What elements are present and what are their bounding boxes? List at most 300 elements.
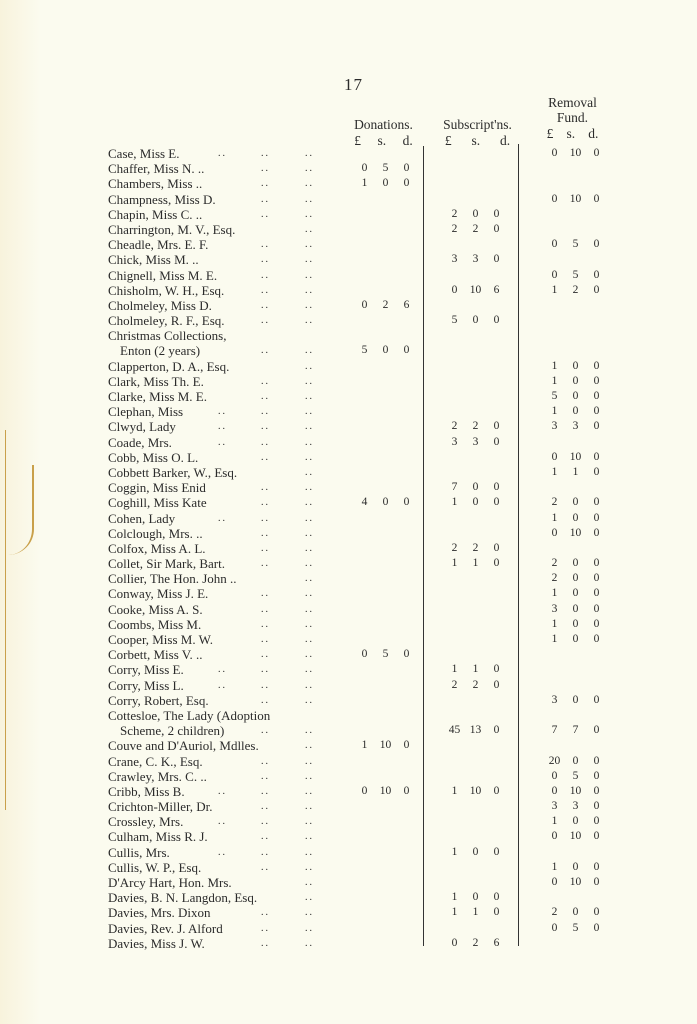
list-item <box>108 268 648 283</box>
list-item <box>108 328 648 343</box>
list-item <box>108 495 648 510</box>
subscriptions-amount <box>444 435 507 450</box>
leader-dots: .. <box>305 208 314 220</box>
leader-dots: .. <box>261 299 270 311</box>
list-item <box>108 222 648 237</box>
removal-fund-amount <box>544 404 607 419</box>
list-item <box>108 860 648 875</box>
pounds-value: 0 <box>551 769 558 782</box>
leader-dots: .. <box>218 406 227 418</box>
pounds-value: 1 <box>451 784 458 797</box>
leader-dots: .. <box>305 482 314 494</box>
pounds-value: 1 <box>361 177 368 190</box>
leader-dots: .. <box>218 512 227 524</box>
subscriber-name: Cohen, Lady <box>108 510 176 526</box>
pounds-value: 0 <box>551 238 558 251</box>
leader-dots: .. <box>218 664 227 676</box>
pence-value: 0 <box>493 314 500 327</box>
shillings-value: 0 <box>382 177 389 190</box>
shillings-value: 10 <box>469 784 482 797</box>
shillings-value: 10 <box>569 876 582 888</box>
list-item <box>108 389 648 404</box>
shillings-value: 2 <box>472 541 479 554</box>
leader-dots: .. <box>261 375 270 387</box>
leader-dots: .. <box>261 254 270 266</box>
leader-dots: .. <box>305 831 314 843</box>
leader-dots: .. <box>261 755 270 767</box>
subscriber-name: Cholmeley, Miss D. <box>108 297 212 313</box>
pence-value: 0 <box>493 906 500 919</box>
subscriber-name: Cribb, Miss B. <box>108 783 185 799</box>
donations-amount <box>354 495 417 510</box>
shillings-value: 1 <box>472 557 479 570</box>
subscriber-name: Corry, Miss L. <box>108 677 184 693</box>
subscriber-name: Cooke, Miss A. S. <box>108 601 203 617</box>
pence-value: 0 <box>593 238 600 251</box>
list-item <box>108 313 648 328</box>
pounds-value: 3 <box>551 693 558 706</box>
pence-value: 0 <box>493 222 500 235</box>
shillings-value: 1 <box>472 906 479 919</box>
pence-value: 0 <box>493 724 500 737</box>
pounds-value: 1 <box>361 739 368 752</box>
leader-dots: .. <box>305 877 314 888</box>
shillings-value: 3 <box>572 800 579 813</box>
leader-dots: .. <box>261 345 270 357</box>
pence-unit: d. <box>402 133 413 148</box>
list-item <box>108 526 648 541</box>
shillings-value: 10 <box>569 192 582 205</box>
leader-dots: .. <box>305 542 314 554</box>
pounds-value: 1 <box>451 891 458 904</box>
list-item <box>108 829 648 844</box>
pounds-value: 2 <box>551 572 558 585</box>
subscriber-name: Crane, C. K., Esq. <box>108 753 203 769</box>
shillings-value: 0 <box>572 693 579 706</box>
list-item <box>108 450 648 465</box>
list-item <box>108 754 648 769</box>
column-title: Subscript'ns. <box>443 117 512 132</box>
subscriber-name: Enton (2 years) <box>120 343 201 359</box>
pounds-value: 1 <box>551 815 558 828</box>
subscriber-name: Cottesloe, The Lady (Adoption <box>108 707 271 723</box>
pounds-value: 5 <box>361 344 368 357</box>
pence-value: 0 <box>593 268 600 281</box>
list-item <box>108 678 648 693</box>
subscriber-name: Culham, Miss R. J. <box>108 829 208 845</box>
shillings-value: 5 <box>572 238 579 251</box>
leader-dots: .. <box>305 755 314 767</box>
pounds-value: 3 <box>551 602 558 615</box>
donations-amount <box>354 161 417 176</box>
removal-fund-amount <box>544 921 607 936</box>
subscriber-name: Coade, Mrs. <box>108 434 172 450</box>
removal-fund-amount <box>544 754 607 769</box>
subscriber-name: Cobb, Miss O. L. <box>108 449 199 465</box>
pounds-value: 0 <box>451 283 458 296</box>
list-item <box>108 146 648 161</box>
pence-value: 0 <box>493 891 500 904</box>
subscriber-name: Clapperton, D. A., Esq. <box>108 358 230 374</box>
leader-dots: .. <box>305 299 314 311</box>
pence-value: 0 <box>593 359 600 372</box>
subscriber-name: Charrington, M. V., Esq. <box>108 221 236 237</box>
shillings-value: 0 <box>472 314 479 327</box>
pence-unit: d. <box>499 133 511 148</box>
pence-value: 0 <box>593 557 600 570</box>
pence-value: 0 <box>593 147 600 159</box>
pence-value: 0 <box>593 617 600 630</box>
pounds-value: 0 <box>551 147 558 159</box>
pence-value: 0 <box>493 845 500 858</box>
leader-dots: .. <box>305 436 314 448</box>
shillings-value: 0 <box>572 557 579 570</box>
shillings-value: 2 <box>472 678 479 691</box>
removal-fund-amount <box>544 571 607 586</box>
column-title-line2: Fund. <box>556 110 589 125</box>
pounds-value: 1 <box>551 511 558 524</box>
pence-value: 0 <box>493 207 500 220</box>
subscriber-name: Colfox, Miss A. L. <box>108 540 206 556</box>
removal-fund-amount <box>544 283 607 298</box>
shillings-value: 10 <box>379 739 392 752</box>
leader-dots: .. <box>261 451 270 463</box>
subscriber-name: Champness, Miss D. <box>108 191 216 207</box>
shillings-value: 0 <box>572 602 579 615</box>
pence-value: 0 <box>593 587 600 600</box>
removal-fund-amount <box>544 374 607 389</box>
removal-fund-amount <box>544 146 607 161</box>
leader-dots: .. <box>261 618 270 630</box>
removal-fund-amount <box>544 359 607 374</box>
pence-value: 0 <box>403 177 410 190</box>
pounds-value: 0 <box>361 648 368 661</box>
shillings-value: 1 <box>572 465 579 478</box>
removal-fund-amount <box>544 511 607 526</box>
shillings-value: 0 <box>572 587 579 600</box>
list-item <box>108 571 648 586</box>
shilling-unit: s. <box>566 126 576 141</box>
pence-value: 0 <box>403 739 410 752</box>
removal-fund-amount <box>544 723 607 738</box>
leader-dots: .. <box>305 740 314 752</box>
leader-dots: .. <box>305 223 314 235</box>
shillings-value: 0 <box>572 511 579 524</box>
pounds-value: 1 <box>551 465 558 478</box>
leader-dots: .. <box>305 178 314 190</box>
leader-dots: .. <box>305 406 314 418</box>
shillings-value: 5 <box>382 648 389 661</box>
removal-fund-amount <box>544 814 607 829</box>
page-number: 17 <box>344 75 363 94</box>
leader-dots: .. <box>261 770 270 782</box>
pounds-value: 1 <box>551 587 558 600</box>
shillings-value: 2 <box>382 298 389 311</box>
shilling-unit: s. <box>471 133 481 148</box>
removal-fund-amount <box>544 860 607 875</box>
removal-fund-amount <box>544 268 607 283</box>
pence-value: 0 <box>403 648 410 661</box>
subscriptions-amount <box>444 905 507 920</box>
subscriber-name: Conway, Miss J. E. <box>108 586 209 602</box>
donations-amount <box>354 784 417 799</box>
subscriber-name: Chambers, Miss .. <box>108 176 203 192</box>
leader-dots: .. <box>305 466 314 478</box>
shillings-value: 10 <box>569 830 582 843</box>
pounds-value: 2 <box>551 496 558 509</box>
pence-value: 0 <box>593 724 600 737</box>
leader-dots: .. <box>261 816 270 828</box>
shillings-value: 2 <box>572 283 579 296</box>
removal-fund-amount <box>544 556 607 571</box>
leader-dots: .. <box>218 148 227 159</box>
subscriber-name: Scheme, 2 children) <box>120 723 225 739</box>
leader-dots: .. <box>305 618 314 630</box>
subscriber-name: Davies, Mrs. Dixon <box>108 905 211 921</box>
subscriber-list <box>108 146 648 951</box>
pence-value: 0 <box>403 784 410 797</box>
shillings-value: 7 <box>572 724 579 737</box>
shillings-value: 3 <box>472 253 479 266</box>
leader-dots: .. <box>261 846 270 858</box>
pounds-value: 1 <box>551 860 558 873</box>
pounds-value: 0 <box>551 784 558 797</box>
pence-value: 0 <box>593 496 600 509</box>
column-title-line1: Removal <box>548 95 597 110</box>
pence-value: 0 <box>593 860 600 873</box>
subscriber-name: Coombs, Miss M. <box>108 616 202 632</box>
leader-dots: .. <box>261 907 270 919</box>
leader-dots: .. <box>305 269 314 281</box>
subscriptions-amount <box>444 784 507 799</box>
shillings-value: 0 <box>572 633 579 645</box>
shillings-value: 10 <box>379 784 392 797</box>
leader-dots: .. <box>305 725 314 737</box>
pounds-value: 1 <box>551 283 558 296</box>
removal-fund-amount <box>544 450 607 465</box>
pounds-value: 1 <box>551 617 558 630</box>
leader-dots: .. <box>261 148 270 159</box>
shillings-value: 2 <box>472 222 479 235</box>
subscriber-name: Corry, Robert, Esq. <box>108 692 209 708</box>
subscriptions-amount <box>444 480 507 495</box>
leader-dots: .. <box>261 922 270 934</box>
pounds-value: 45 <box>448 724 461 737</box>
pounds-value: 2 <box>451 420 458 433</box>
subscriber-name: Corry, Miss E. <box>108 662 184 678</box>
pounds-value: 2 <box>451 222 458 235</box>
donations-amount <box>354 298 417 313</box>
leader-dots: .. <box>305 497 314 509</box>
leader-dots: .. <box>261 785 270 797</box>
list-item <box>108 419 648 434</box>
shillings-value: 2 <box>472 420 479 433</box>
pounds-value: 1 <box>551 359 558 372</box>
leader-dots: .. <box>261 558 270 570</box>
leader-dots: .. <box>305 512 314 524</box>
leader-dots: .. <box>305 391 314 402</box>
removal-fund-amount <box>544 799 607 814</box>
pence-value: 0 <box>593 830 600 843</box>
list-item <box>108 192 648 207</box>
leader-dots: .. <box>305 664 314 676</box>
leader-dots: .. <box>305 861 314 873</box>
pence-value: 0 <box>593 754 600 767</box>
shillings-value: 10 <box>569 147 582 159</box>
leader-dots: .. <box>261 193 270 205</box>
leader-dots: .. <box>305 345 314 357</box>
pence-value: 0 <box>493 253 500 266</box>
leader-dots: .. <box>305 527 314 539</box>
list-item <box>108 708 648 723</box>
list-item <box>108 237 648 252</box>
list-item <box>108 602 648 617</box>
removal-fund-amount <box>544 465 607 480</box>
subscriber-name: Collet, Sir Mark, Bart. <box>108 556 225 572</box>
removal-fund-amount <box>544 829 607 844</box>
shillings-value: 0 <box>382 496 389 509</box>
donations-amount <box>354 343 417 358</box>
leader-dots: .. <box>261 163 270 175</box>
pence-value: 0 <box>593 784 600 797</box>
list-item <box>108 814 648 829</box>
shillings-value: 0 <box>572 390 579 402</box>
donations-amount <box>354 738 417 753</box>
subscriptions-amount <box>444 313 507 328</box>
removal-fund-amount <box>544 602 607 617</box>
shillings-value: 0 <box>572 359 579 372</box>
leader-dots: .. <box>305 558 314 570</box>
list-item <box>108 845 648 860</box>
removal-fund-amount <box>544 617 607 632</box>
pounds-value: 1 <box>551 633 558 645</box>
leader-dots: .. <box>261 634 270 645</box>
subscriptions-amount <box>444 845 507 860</box>
subscriber-name: Case, Miss E. <box>108 146 180 161</box>
subscriber-name: Crichton-Miller, Dr. <box>108 799 213 815</box>
list-item <box>108 921 648 936</box>
pence-value: 6 <box>493 936 500 949</box>
pence-value: 0 <box>593 769 600 782</box>
list-item <box>108 480 648 495</box>
leader-dots: .. <box>305 679 314 691</box>
pence-value: 0 <box>593 192 600 205</box>
pence-value: 0 <box>593 405 600 418</box>
leader-dots: .. <box>261 588 270 600</box>
shillings-value: 10 <box>569 450 582 463</box>
subscriber-name: D'Arcy Hart, Hon. Mrs. <box>108 875 232 890</box>
leader-dots: .. <box>305 603 314 615</box>
binding-thread <box>8 465 34 555</box>
list-item <box>108 586 648 601</box>
subscriptions-amount <box>444 207 507 222</box>
leader-dots: .. <box>261 406 270 418</box>
shillings-value: 10 <box>569 784 582 797</box>
shillings-value: 0 <box>572 617 579 630</box>
leader-dots: .. <box>305 785 314 797</box>
leader-dots: .. <box>261 694 270 706</box>
leader-dots: .. <box>261 649 270 661</box>
subscriptions-amount <box>444 252 507 267</box>
leader-dots: .. <box>261 831 270 843</box>
removal-fund-amount <box>544 769 607 784</box>
shillings-value: 10 <box>569 526 582 539</box>
leader-dots: .. <box>218 816 227 828</box>
list-item <box>108 723 648 738</box>
pence-value: 0 <box>593 633 600 645</box>
leader-dots: .. <box>261 208 270 220</box>
leader-dots: .. <box>305 254 314 266</box>
list-item <box>108 875 648 890</box>
leader-dots: .. <box>305 846 314 858</box>
shillings-value: 5 <box>572 769 579 782</box>
leader-dots: .. <box>261 527 270 539</box>
pounds-value: 4 <box>361 496 368 509</box>
subscriber-name: Chapin, Miss C. .. <box>108 206 203 222</box>
leader-dots: .. <box>305 907 314 919</box>
pence-value: 0 <box>593 800 600 813</box>
pounds-value: 1 <box>451 906 458 919</box>
pence-value: 0 <box>403 344 410 357</box>
pence-value: 0 <box>593 876 600 888</box>
list-item <box>108 693 648 708</box>
subscriber-name: Coggin, Miss Enid <box>108 480 206 496</box>
shillings-value: 13 <box>469 724 482 737</box>
leader-dots: .. <box>305 421 314 433</box>
list-item <box>108 784 648 799</box>
removal-fund-amount <box>544 419 607 434</box>
leader-dots: .. <box>305 770 314 782</box>
subscriber-name: Clarke, Miss M. E. <box>108 389 207 404</box>
pounds-value: 3 <box>451 435 458 448</box>
shillings-value: 0 <box>572 815 579 828</box>
leader-dots: .. <box>305 148 314 159</box>
subscriber-name: Cullis, Mrs. <box>108 844 170 860</box>
donations-amount <box>354 176 417 191</box>
list-item <box>108 435 648 450</box>
list-item <box>108 207 648 222</box>
leader-dots: .. <box>218 421 227 433</box>
pence-value: 0 <box>493 784 500 797</box>
list-item <box>108 799 648 814</box>
subscriber-name: Clark, Miss Th. E. <box>108 373 204 389</box>
pounds-value: 0 <box>551 268 558 281</box>
pounds-value: 2 <box>451 541 458 554</box>
pence-value: 0 <box>593 693 600 706</box>
leader-dots: .. <box>218 679 227 691</box>
leader-dots: .. <box>261 679 270 691</box>
pence-value: 0 <box>593 906 600 919</box>
column-header-removal-fund <box>540 95 605 141</box>
column-header-donations <box>346 117 421 148</box>
shillings-value: 5 <box>572 268 579 281</box>
shillings-value: 0 <box>382 344 389 357</box>
shillings-value: 3 <box>472 435 479 448</box>
removal-fund-amount <box>544 526 607 541</box>
list-item <box>108 617 648 632</box>
pence-value: 0 <box>593 511 600 524</box>
leader-dots: .. <box>218 846 227 858</box>
subscriptions-amount <box>444 419 507 434</box>
pounds-value: 0 <box>361 784 368 797</box>
pound-unit: £ <box>354 133 361 148</box>
shillings-value: 2 <box>472 936 479 949</box>
subscriptions-amount <box>444 283 507 298</box>
leader-dots: .. <box>305 375 314 387</box>
leader-dots: .. <box>261 603 270 615</box>
pence-value: 6 <box>403 298 410 311</box>
leader-dots: .. <box>305 193 314 205</box>
